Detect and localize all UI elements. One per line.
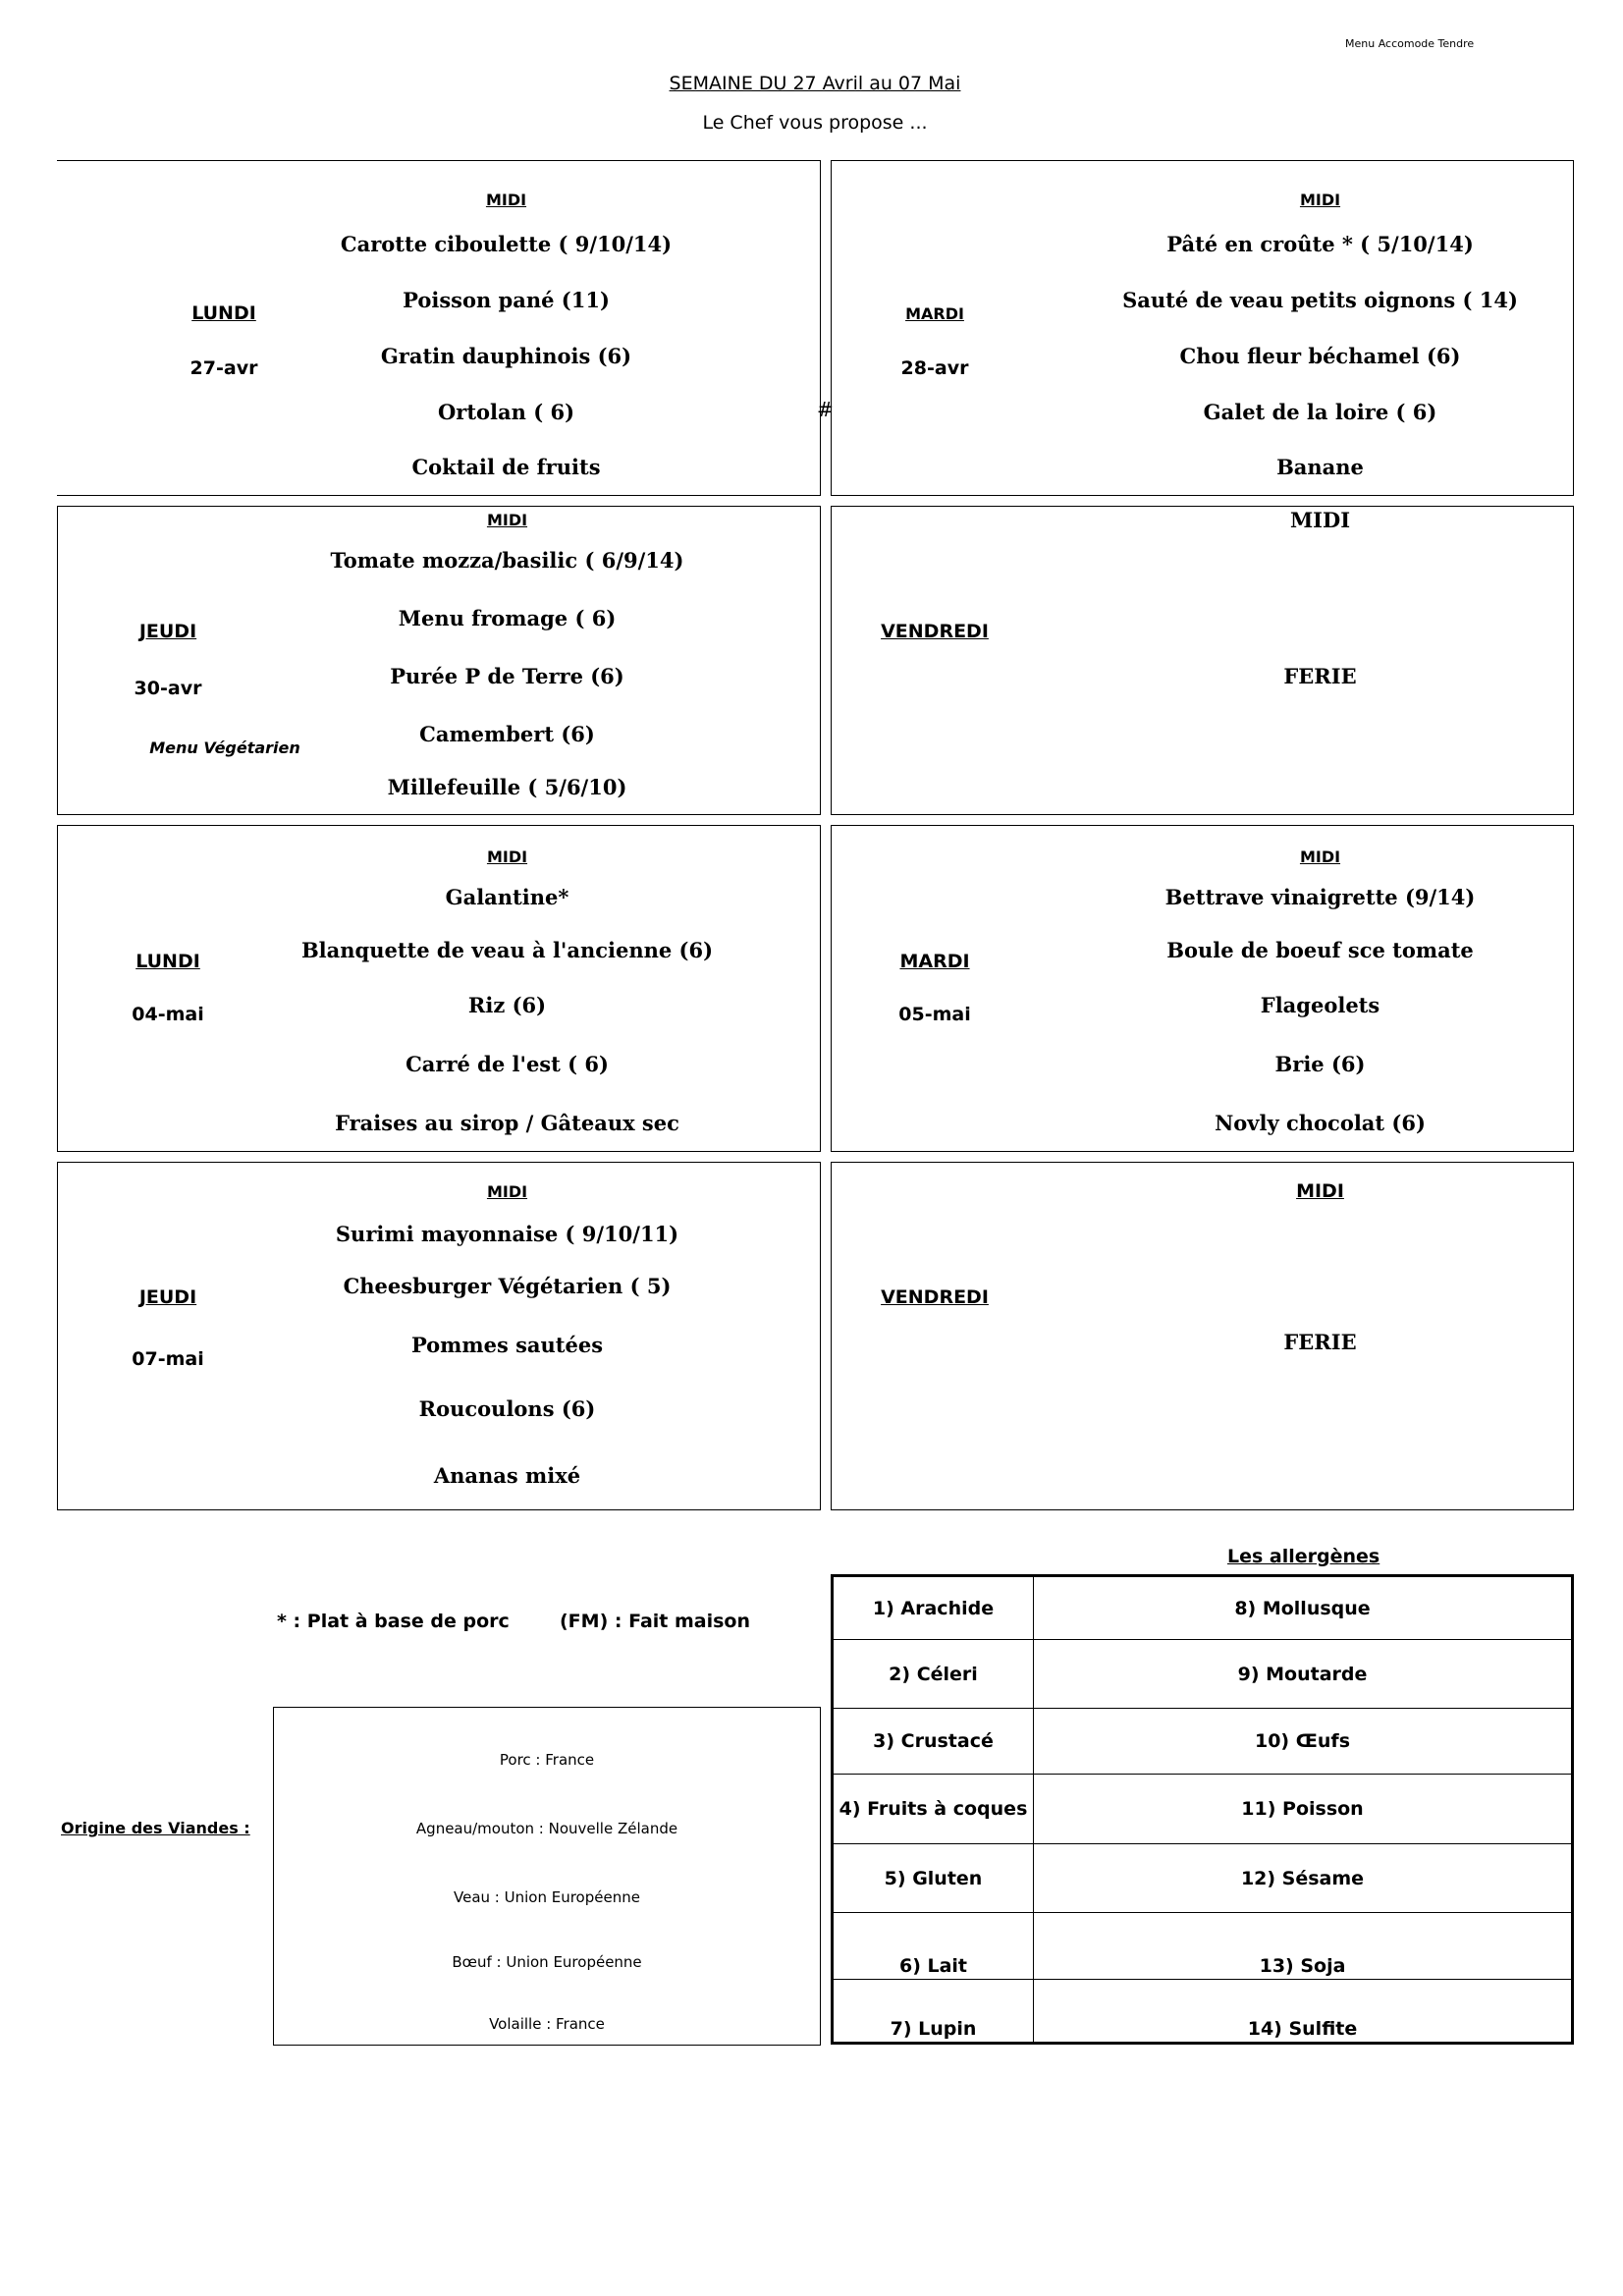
dish-main: Blanquette de veau à l'ancienne (6) <box>300 938 714 962</box>
dish-starter: Tomate mozza/basilic ( 6/9/14) <box>330 548 684 573</box>
meal-label: MIDI <box>1289 508 1351 532</box>
allergen-cell: 13) Soja <box>1034 1913 1573 1980</box>
legend-homemade: (FM) : Fait maison <box>560 1611 750 1632</box>
day-label: JEUDI <box>138 1286 197 1308</box>
table-row <box>833 1576 1573 1640</box>
meal-label: MIDI <box>485 191 527 209</box>
allergen-cell: 7) Lupin <box>833 1980 1034 2044</box>
table-row <box>833 1709 1573 1775</box>
allergen-cell: 5) Gluten <box>833 1844 1034 1913</box>
meal-label: MIDI <box>486 847 528 866</box>
allergen-cell: 2) Céleri <box>833 1640 1034 1709</box>
dish-dessert: Banane <box>1276 455 1364 479</box>
allergen-cell: 3) Crustacé <box>833 1709 1034 1775</box>
legend-pork: * : Plat à base de porc <box>277 1611 510 1632</box>
allergen-cell: 4) Fruits à coques <box>833 1775 1034 1844</box>
table-row <box>833 1844 1573 1913</box>
separator-marker: # <box>817 398 834 421</box>
page-title: SEMAINE DU 27 Avril au 07 Mai <box>669 73 961 94</box>
table-row <box>833 1640 1573 1709</box>
dish-cheese: Galet de la loire ( 6) <box>1203 400 1437 424</box>
dish-starter: Galantine* <box>445 885 569 909</box>
day-label: VENDREDI <box>881 1286 989 1308</box>
day-label: MARDI <box>899 951 970 972</box>
dish-side: Chou fleur béchamel (6) <box>1179 344 1461 368</box>
dish-cheese: Carré de l'est ( 6) <box>406 1052 609 1076</box>
origin-item: Bœuf : Union Européenne <box>452 1953 642 1971</box>
meal-label: MIDI <box>486 511 528 529</box>
dish-side: Gratin dauphinois (6) <box>380 344 632 368</box>
origin-item: Volaille : France <box>489 2015 605 2033</box>
dish-main: Poisson pané (11) <box>403 288 610 312</box>
allergen-cell: 1) Arachide <box>833 1576 1034 1640</box>
meal-label: MIDI <box>1296 1180 1344 1202</box>
dish-starter: Carotte ciboulette ( 9/10/14) <box>340 232 673 256</box>
origin-item: Veau : Union Européenne <box>454 1888 640 1906</box>
meal-label: MIDI <box>486 1182 528 1201</box>
day-card-thursday-30 <box>57 506 821 815</box>
table-row <box>833 1775 1573 1844</box>
dish-side: Pommes sautées <box>410 1333 604 1357</box>
dish-dessert: Millefeuille ( 5/6/10) <box>387 775 627 799</box>
dish-side: Flageolets <box>1260 993 1380 1017</box>
allergen-cell: 11) Poisson <box>1034 1775 1573 1844</box>
dish-cheese: Ortolan ( 6) <box>437 400 575 424</box>
day-label: LUNDI <box>191 302 256 324</box>
day-card-friday-1 <box>831 506 1574 815</box>
day-label: VENDREDI <box>881 621 989 642</box>
dish-side: Riz (6) <box>467 993 547 1017</box>
dish-cheese: Roucoulons (6) <box>418 1396 596 1421</box>
allergen-cell: 12) Sésame <box>1034 1844 1573 1913</box>
holiday-status: FERIE <box>1283 664 1357 688</box>
holiday-status: FERIE <box>1283 1330 1357 1354</box>
allergen-cell: 9) Moutarde <box>1034 1640 1573 1709</box>
meal-label: MIDI <box>1299 191 1341 209</box>
meat-origin-box <box>273 1707 821 2046</box>
day-date: 27-avr <box>189 357 258 379</box>
dish-dessert: Fraises au sirop / Gâteaux sec <box>335 1111 679 1135</box>
day-date: 30-avr <box>134 678 202 699</box>
allergen-cell: 10) Œufs <box>1034 1709 1573 1775</box>
dish-starter: Bettrave vinaigrette (9/14) <box>1164 885 1476 909</box>
day-date: 05-mai <box>898 1004 971 1025</box>
day-label: LUNDI <box>135 951 200 972</box>
dish-starter: Surimi mayonnaise ( 9/10/11) <box>335 1222 679 1246</box>
dish-starter: Pâté en croûte * ( 5/10/14) <box>1166 232 1474 256</box>
day-card-monday-04 <box>57 825 821 1152</box>
meat-origin-label: Origine des Viandes : <box>61 1819 250 1837</box>
allergen-cell: 8) Mollusque <box>1034 1576 1573 1640</box>
dish-dessert: Ananas mixé <box>433 1463 581 1488</box>
allergen-cell: 6) Lait <box>833 1913 1034 1980</box>
day-card-tuesday-28 <box>831 160 1574 496</box>
dish-dessert: Novly chocolat (6) <box>1215 1111 1426 1135</box>
dish-main: Sauté de veau petits oignons ( 14) <box>1122 288 1518 312</box>
day-card-tuesday-05 <box>831 825 1574 1152</box>
dish-cheese: Camembert (6) <box>419 722 595 746</box>
dish-main: Boule de boeuf sce tomate <box>1166 938 1474 962</box>
dish-main: Menu fromage ( 6) <box>398 606 617 630</box>
dish-main: Cheesburger Végétarien ( 5) <box>343 1274 672 1298</box>
table-row <box>833 1980 1573 2044</box>
allergens-table <box>831 1574 1574 2045</box>
day-date: 04-mai <box>132 1004 204 1025</box>
day-label: MARDI <box>905 304 964 323</box>
table-row <box>833 1913 1573 1980</box>
day-label: JEUDI <box>138 621 197 642</box>
day-date: 28-avr <box>900 357 969 379</box>
day-card-friday-08 <box>831 1162 1574 1510</box>
allergens-title: Les allergènes <box>1227 1546 1380 1567</box>
dish-dessert: Coktail de fruits <box>411 455 601 479</box>
dish-cheese: Brie (6) <box>1274 1052 1366 1076</box>
vegetarian-menu-note: Menu Végétarien <box>149 738 300 757</box>
day-card-thursday-07 <box>57 1162 821 1510</box>
dish-side: Purée P de Terre (6) <box>390 664 624 688</box>
page-subtitle: Le Chef vous propose ... <box>702 112 928 134</box>
origin-item: Agneau/mouton : Nouvelle Zélande <box>415 1820 678 1837</box>
origin-item: Porc : France <box>499 1751 595 1769</box>
meal-label: MIDI <box>1299 847 1341 866</box>
allergen-cell: 14) Sulfite <box>1034 1980 1573 2044</box>
menu-type-note: Menu Accomode Tendre <box>1345 37 1475 50</box>
day-card-monday-27 <box>57 160 821 496</box>
day-date: 07-mai <box>132 1348 204 1370</box>
